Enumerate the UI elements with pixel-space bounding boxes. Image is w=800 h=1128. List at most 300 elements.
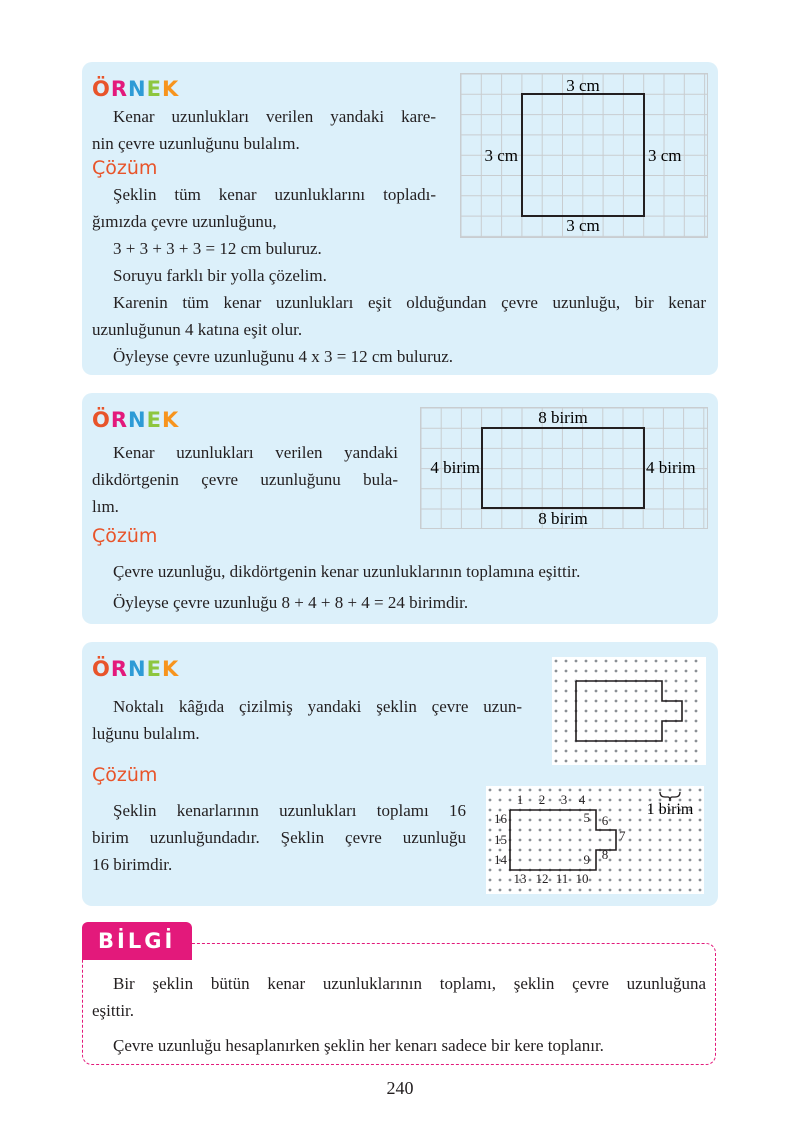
grid-dot xyxy=(595,730,598,733)
grid-dot xyxy=(659,889,662,892)
grid-dot xyxy=(695,720,698,723)
grid-dot xyxy=(685,750,688,753)
grid-dot xyxy=(489,799,492,802)
edge-number: 8 xyxy=(601,847,609,862)
grid-dot xyxy=(605,690,608,693)
grid-dot xyxy=(649,849,652,852)
grid-dot xyxy=(539,819,542,822)
grid-dot xyxy=(699,799,702,802)
grid-dot xyxy=(645,660,648,663)
example-3-solution: Şeklin kenarlarının uzunlukları toplamı 16 birim uzunluğundadır. Şeklin çevre uzunluğu 16 birimdir. xyxy=(92,801,466,874)
grid-dot xyxy=(549,859,552,862)
grid-dot xyxy=(635,750,638,753)
grid-dot xyxy=(529,849,532,852)
example-3-question: Noktalı kâğıda çizilmiş yandaki şeklin çevre uzun- luğunu bulalım. xyxy=(92,697,522,743)
grid-dot xyxy=(689,879,692,882)
grid-dot xyxy=(569,879,572,882)
grid-dot xyxy=(625,660,628,663)
grid-dot xyxy=(585,720,588,723)
grid-dot xyxy=(595,700,598,703)
grid-dot xyxy=(539,829,542,832)
grid-dot xyxy=(625,700,628,703)
grid-dot xyxy=(599,879,602,882)
grid-dot xyxy=(669,789,672,792)
grid-dot xyxy=(685,680,688,683)
grid-dot xyxy=(689,829,692,832)
grid-dot xyxy=(619,879,622,882)
grid-dot xyxy=(685,760,688,763)
grid-dot xyxy=(565,710,568,713)
dotted-shape-figure xyxy=(552,657,706,765)
grid-dot xyxy=(665,680,668,683)
grid-dot xyxy=(565,760,568,763)
grid-dot xyxy=(649,819,652,822)
grid-dot xyxy=(659,879,662,882)
grid-dot xyxy=(595,710,598,713)
grid-dot xyxy=(685,720,688,723)
grid-dot xyxy=(649,869,652,872)
grid-dot xyxy=(589,879,592,882)
grid-dot xyxy=(585,710,588,713)
grid-dot xyxy=(669,849,672,852)
grid-dot xyxy=(509,799,512,802)
grid-dot xyxy=(569,859,572,862)
grid-dot xyxy=(669,879,672,882)
grid-dot xyxy=(555,750,558,753)
grid-dot xyxy=(529,789,532,792)
grid-dot xyxy=(619,809,622,812)
grid-dot xyxy=(575,670,578,673)
grid-dot xyxy=(635,700,638,703)
grid-dot xyxy=(599,789,602,792)
grid-dot xyxy=(569,829,572,832)
grid-dot xyxy=(599,809,602,812)
grid-dot xyxy=(519,849,522,852)
grid-dot xyxy=(579,789,582,792)
grid-dot xyxy=(565,700,568,703)
grid-dot xyxy=(489,819,492,822)
grid-dot xyxy=(499,829,502,832)
grid-dot xyxy=(629,859,632,862)
edge-number: 9 xyxy=(583,852,590,867)
grid-dot xyxy=(615,660,618,663)
grid-dot xyxy=(669,859,672,862)
grid-dot xyxy=(519,819,522,822)
grid-dot xyxy=(589,849,592,852)
grid-dot xyxy=(609,879,612,882)
grid-dot xyxy=(635,730,638,733)
grid-dot xyxy=(685,730,688,733)
grid-dot xyxy=(635,710,638,713)
grid-dot xyxy=(595,720,598,723)
rectangle-left-label: 4 birim xyxy=(430,458,480,477)
grid-dot xyxy=(555,700,558,703)
grid-dot xyxy=(559,849,562,852)
grid-dot xyxy=(655,700,658,703)
grid-dot xyxy=(665,670,668,673)
grid-dot xyxy=(575,750,578,753)
numbered-shape-figure xyxy=(486,786,704,894)
grid-dot xyxy=(685,740,688,743)
grid-dot xyxy=(609,799,612,802)
grid-dot xyxy=(489,889,492,892)
grid-dot xyxy=(699,819,702,822)
grid-dot xyxy=(565,750,568,753)
grid-dot xyxy=(629,829,632,832)
grid-dot xyxy=(595,750,598,753)
info-title: BİLGİ xyxy=(98,929,176,953)
grid-dot xyxy=(655,670,658,673)
grid-dot xyxy=(489,789,492,792)
grid-dot xyxy=(689,869,692,872)
grid-dot xyxy=(585,690,588,693)
grid-dot xyxy=(529,889,532,892)
edge-number: 14 xyxy=(494,852,507,867)
grid-dot xyxy=(639,839,642,842)
grid-dot xyxy=(619,889,622,892)
grid-dot xyxy=(675,750,678,753)
grid-dot xyxy=(655,760,658,763)
grid-dot xyxy=(559,819,562,822)
example-2-solution-title: Çözüm xyxy=(92,525,158,547)
page-number: 240 xyxy=(386,1078,414,1098)
grid-dot xyxy=(669,839,672,842)
grid-dot xyxy=(489,839,492,842)
grid-dot xyxy=(539,849,542,852)
grid-dot xyxy=(619,869,622,872)
grid-dot xyxy=(555,670,558,673)
grid-dot xyxy=(649,859,652,862)
grid-dot xyxy=(555,680,558,683)
grid-dot xyxy=(529,839,532,842)
grid-dot xyxy=(625,710,628,713)
grid-dot xyxy=(639,829,642,832)
grid-dot xyxy=(665,660,668,663)
grid-dot xyxy=(509,879,512,882)
grid-dot xyxy=(665,690,668,693)
grid-dot xyxy=(639,859,642,862)
grid-dot xyxy=(695,700,698,703)
grid-dot xyxy=(539,839,542,842)
grid-dot xyxy=(585,730,588,733)
grid-dot xyxy=(625,690,628,693)
grid-dot xyxy=(675,660,678,663)
grid-dot xyxy=(579,859,582,862)
grid-dot xyxy=(609,789,612,792)
example-2-solution: Çevre uzunluğu, dikdörtgenin kenar uzunluklarının toplamına eşittir. Öyleyse çevre uzunluğu 8 + 4 + 8 + 4 = 24 birimdir. xyxy=(113,562,581,612)
grid-dot xyxy=(605,750,608,753)
grid-dot xyxy=(549,789,552,792)
grid-dot xyxy=(659,839,662,842)
grid-dot xyxy=(669,829,672,832)
grid-dot xyxy=(675,740,678,743)
grid-dot xyxy=(609,889,612,892)
grid-dot xyxy=(689,849,692,852)
grid-dot xyxy=(665,760,668,763)
edge-number: 12 xyxy=(535,871,549,886)
grid-dot xyxy=(649,789,652,792)
grid-dot xyxy=(549,879,552,882)
grid-dot xyxy=(635,720,638,723)
grid-dot xyxy=(609,869,612,872)
grid-dot xyxy=(559,839,562,842)
grid-dot xyxy=(589,839,592,842)
grid-dot xyxy=(555,690,558,693)
grid-dot xyxy=(605,730,608,733)
grid-dot xyxy=(639,889,642,892)
grid-dot xyxy=(499,879,502,882)
grid-dot xyxy=(669,889,672,892)
example-1-solution-paragraph: Karenin tüm kenar uzunlukları eşit olduğundan çevre uzunluğu, bir kenar uzunluğunun 4 katına eşit olur. Öyleyse çevre uzunluğunu 4 x 3 = 12 cm buluruz. xyxy=(92,293,706,366)
edge-number: 6 xyxy=(601,813,609,828)
grid-dot xyxy=(695,740,698,743)
grid-dot xyxy=(549,839,552,842)
grid-dot xyxy=(599,889,602,892)
grid-dot xyxy=(639,789,642,792)
example-2-question: Kenar uzunlukları verilen yandaki dikdörtgenin çevre uzunluğunu bula- lım. xyxy=(92,443,398,516)
grid-dot xyxy=(609,809,612,812)
grid-dot xyxy=(699,859,702,862)
grid-dot xyxy=(575,760,578,763)
grid-dot xyxy=(649,889,652,892)
grid-dot xyxy=(639,809,642,812)
grid-dot xyxy=(579,829,582,832)
grid-dot xyxy=(489,849,492,852)
grid-dot xyxy=(555,760,558,763)
grid-dot xyxy=(615,750,618,753)
grid-dot xyxy=(695,660,698,663)
grid-dot xyxy=(595,690,598,693)
grid-dot xyxy=(589,799,592,802)
grid-dot xyxy=(615,760,618,763)
grid-dot xyxy=(585,660,588,663)
grid-dot xyxy=(659,819,662,822)
grid-dot xyxy=(569,849,572,852)
grid-dot xyxy=(629,819,632,822)
grid-dot xyxy=(569,839,572,842)
grid-dot xyxy=(489,869,492,872)
grid-dot xyxy=(685,710,688,713)
grid-dot xyxy=(579,849,582,852)
grid-dot xyxy=(575,660,578,663)
grid-dot xyxy=(529,829,532,832)
grid-dot xyxy=(605,720,608,723)
grid-dot xyxy=(619,819,622,822)
example-3-solution-title: Çözüm xyxy=(92,764,158,786)
grid-dot xyxy=(655,730,658,733)
grid-dot xyxy=(695,750,698,753)
unit-label: 1 birim xyxy=(646,801,694,818)
grid-dot xyxy=(585,760,588,763)
grid-dot xyxy=(679,879,682,882)
grid-dot xyxy=(699,849,702,852)
grid-dot xyxy=(585,750,588,753)
grid-dot xyxy=(645,760,648,763)
grid-dot xyxy=(555,660,558,663)
grid-dot xyxy=(699,809,702,812)
grid-dot xyxy=(509,789,512,792)
grid-dot xyxy=(645,730,648,733)
square-bottom-label: 3 cm xyxy=(566,216,600,235)
grid-dot xyxy=(645,710,648,713)
grid-dot xyxy=(529,799,532,802)
grid-dot xyxy=(549,889,552,892)
grid-dot xyxy=(629,869,632,872)
square-figure xyxy=(460,73,708,238)
grid-dot xyxy=(615,730,618,733)
info-text: Bir şeklin bütün kenar uzunluklarının toplamı, şeklin çevre uzunluğuna eşittir. Çevre uzunluğu hesaplanırken şeklin her kenarı sadece bir kere toplanır. xyxy=(92,974,706,1055)
grid-dot xyxy=(695,690,698,693)
grid-dot xyxy=(659,859,662,862)
rectangle-right-label: 4 birim xyxy=(646,458,696,477)
grid-dot xyxy=(679,819,682,822)
grid-dot xyxy=(659,829,662,832)
grid-dot xyxy=(619,799,622,802)
grid-dot xyxy=(595,760,598,763)
grid-dot xyxy=(679,869,682,872)
grid-dot xyxy=(499,789,502,792)
grid-dot xyxy=(689,889,692,892)
grid-dot xyxy=(665,740,668,743)
grid-dot xyxy=(689,839,692,842)
grid-dot xyxy=(675,730,678,733)
grid-dot xyxy=(499,849,502,852)
example-1-solution-title: Çözüm xyxy=(92,157,158,179)
grid-dot xyxy=(625,670,628,673)
grid-dot xyxy=(555,720,558,723)
grid-dot xyxy=(569,799,572,802)
grid-dot xyxy=(629,879,632,882)
grid-dot xyxy=(675,670,678,673)
grid-dot xyxy=(559,859,562,862)
grid-dot xyxy=(555,730,558,733)
grid-dot xyxy=(489,859,492,862)
grid-dot xyxy=(585,670,588,673)
grid-dot xyxy=(679,789,682,792)
square-right-label: 3 cm xyxy=(648,146,682,165)
grid-dot xyxy=(649,879,652,882)
grid-dot xyxy=(539,859,542,862)
grid-dot xyxy=(629,849,632,852)
grid-dot xyxy=(679,839,682,842)
grid-dot xyxy=(549,819,552,822)
grid-dot xyxy=(639,819,642,822)
grid-dot xyxy=(605,660,608,663)
grid-dot xyxy=(639,799,642,802)
grid-dot xyxy=(559,789,562,792)
grid-dot xyxy=(655,750,658,753)
edge-number: 5 xyxy=(583,810,590,825)
grid-dot xyxy=(615,720,618,723)
grid-dot xyxy=(569,889,572,892)
grid-dot xyxy=(665,750,668,753)
grid-dot xyxy=(559,829,562,832)
grid-dot xyxy=(549,849,552,852)
grid-dot xyxy=(529,819,532,822)
square-top-label: 3 cm xyxy=(566,76,600,95)
grid-dot xyxy=(609,839,612,842)
grid-dot xyxy=(529,879,532,882)
grid-dot xyxy=(565,740,568,743)
grid-dot xyxy=(645,700,648,703)
grid-dot xyxy=(615,690,618,693)
grid-dot xyxy=(685,700,688,703)
grid-dot xyxy=(639,849,642,852)
grid-dot xyxy=(685,670,688,673)
example-1-question: Kenar uzunlukları verilen yandaki kare- nin çevre uzunluğunu bulalım. xyxy=(92,107,436,153)
grid-dot xyxy=(499,889,502,892)
rectangle-bottom-label: 8 birim xyxy=(538,509,588,528)
grid-dot xyxy=(599,799,602,802)
grid-dot xyxy=(489,809,492,812)
grid-dot xyxy=(695,670,698,673)
grid-dot xyxy=(595,660,598,663)
grid-dot xyxy=(595,670,598,673)
grid-dot xyxy=(655,720,658,723)
rectangle-shape xyxy=(482,428,644,508)
grid-dot xyxy=(565,720,568,723)
grid-dot xyxy=(695,760,698,763)
grid-dot xyxy=(625,750,628,753)
grid-dot xyxy=(539,889,542,892)
grid-dot xyxy=(675,690,678,693)
grid-dot xyxy=(569,819,572,822)
grid-dot xyxy=(665,730,668,733)
grid-dot xyxy=(565,680,568,683)
grid-dot xyxy=(549,829,552,832)
grid-dot xyxy=(659,849,662,852)
grid-dot xyxy=(565,730,568,733)
grid-dot xyxy=(589,829,592,832)
grid-dot xyxy=(635,670,638,673)
grid-dot xyxy=(519,829,522,832)
grid-dot xyxy=(699,789,702,792)
grid-dot xyxy=(699,889,702,892)
grid-dot xyxy=(499,869,502,872)
grid-dot xyxy=(675,760,678,763)
grid-dot xyxy=(589,889,592,892)
grid-dot xyxy=(659,789,662,792)
grid-dot xyxy=(549,799,552,802)
grid-dot xyxy=(605,670,608,673)
grid-dot xyxy=(599,869,602,872)
grid-dot xyxy=(519,789,522,792)
edge-number: 10 xyxy=(575,871,589,886)
grid-dot xyxy=(699,839,702,842)
grid-dot xyxy=(639,879,642,882)
example-2-heading: ÖRNEK xyxy=(92,408,180,432)
grid-dot xyxy=(679,889,682,892)
grid-dot xyxy=(519,859,522,862)
grid-dot xyxy=(499,799,502,802)
edge-number: 3 xyxy=(560,792,568,807)
rectangle-figure xyxy=(420,407,708,529)
example-1-heading: ÖRNEK xyxy=(92,77,180,101)
rectangle-top-label: 8 birim xyxy=(538,408,588,427)
grid-dot xyxy=(635,760,638,763)
grid-dot xyxy=(629,789,632,792)
grid-dot xyxy=(655,690,658,693)
grid-dot xyxy=(669,819,672,822)
grid-dot xyxy=(679,829,682,832)
grid-dot xyxy=(629,809,632,812)
grid-dot xyxy=(615,710,618,713)
edge-number: 2 xyxy=(538,792,546,807)
grid-dot xyxy=(585,700,588,703)
grid-dot xyxy=(665,710,668,713)
grid-dot xyxy=(645,670,648,673)
grid-dot xyxy=(629,839,632,842)
